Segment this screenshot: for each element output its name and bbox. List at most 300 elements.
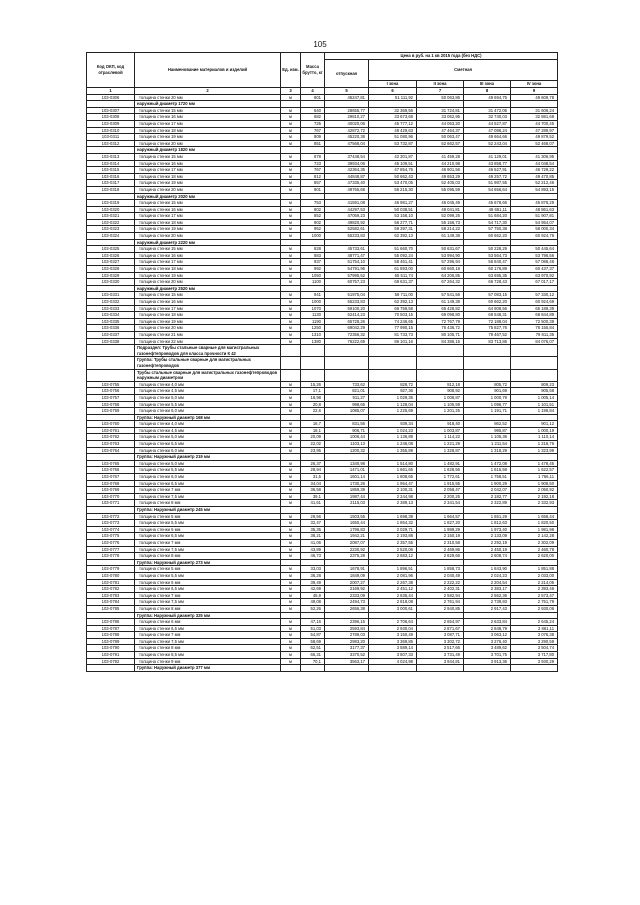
header-code: Код ОКП, код отраслевой: [87, 53, 135, 88]
row-price-zone-3: 1 900,29: [464, 480, 511, 487]
row-price-zone-2: 2 871,67: [417, 625, 464, 632]
column-index: 5: [325, 88, 369, 95]
row-price-zone-4: 1 908,50: [511, 480, 558, 487]
row-code: 103-0778: [87, 553, 135, 560]
table-row: [87, 226, 558, 233]
row-name: толщина стенки 6,5 мм: [135, 480, 281, 487]
row-price-zone-4: 1 323,99: [511, 447, 558, 454]
header-zone: III зона: [464, 81, 511, 88]
row-price-zone-1: 47 854,76: [369, 167, 417, 174]
row-price-zone-4: [511, 414, 558, 421]
row-name: толщина стенки 7 мм: [135, 632, 281, 639]
row-price-otpusk: 2333,09: [325, 592, 369, 599]
row-price-zone-4: 2 393,46: [511, 586, 558, 593]
row-mass: 54,87: [301, 632, 325, 639]
row-code: [87, 612, 135, 619]
row-price-zone-3: 60 662,20: [464, 299, 511, 306]
row-price-zone-3: [464, 369, 511, 381]
row-price-zone-3: 63 695,35: [464, 272, 511, 279]
row-price-zone-4: 2 751,79: [511, 599, 558, 606]
row-price-zone-4: 84 076,07: [511, 338, 558, 345]
table-row: [87, 513, 558, 520]
row-price-zone-3: 2 024,23: [464, 572, 511, 579]
row-price-zone-4: 1 820,50: [511, 520, 558, 527]
row-mass: 23,95: [301, 447, 325, 454]
row-price-zone-2: 61 149,38: [417, 299, 464, 306]
row-unit: м: [281, 338, 301, 345]
row-price-zone-2: [417, 357, 464, 369]
table-row: [87, 388, 558, 395]
row-price-zone-2: 1 827,20: [417, 520, 464, 527]
row-code: 103-0328: [87, 266, 135, 273]
row-name: толщина стенки 19 мм: [135, 272, 281, 279]
row-mass: [301, 101, 325, 108]
row-price-zone-4: 60 924,69: [511, 299, 558, 306]
row-price-zone-2: 2 761,94: [417, 599, 464, 606]
row-unit: м: [281, 658, 301, 665]
row-mass: [301, 357, 325, 369]
row-price-zone-4: 67 017,17: [511, 279, 558, 286]
row-unit: м: [281, 619, 301, 626]
table-row: [87, 566, 558, 573]
row-price-zone-1: 33 673,68: [369, 114, 417, 121]
row-mass: 47,16: [301, 619, 325, 626]
row-price-zone-3: 1 472,08: [464, 460, 511, 467]
section-heading: наружный диаметр 2220 мм: [135, 239, 281, 246]
row-name: толщина стенки 19 мм: [135, 318, 281, 325]
row-mass: 18,1: [301, 427, 325, 434]
row-price-otpusk: [325, 454, 369, 461]
row-price-zone-2: 57 296,94: [417, 259, 464, 266]
header-zone: II зона: [417, 81, 464, 88]
row-price-zone-4: 809,23: [511, 381, 558, 388]
row-name: толщина стенки 16 мм: [135, 252, 281, 259]
row-price-zone-4: 2 033,00: [511, 572, 558, 579]
row-name: толщина стенки 17 мм: [135, 213, 281, 220]
table-row: [87, 493, 558, 500]
row-mass: 51,03: [301, 625, 325, 632]
row-name: толщина стенки 18 мм: [135, 312, 281, 319]
row-price-zone-3: 1 758,51: [464, 474, 511, 481]
row-unit: м: [281, 219, 301, 226]
row-price-otpusk: 55233,83: [325, 299, 369, 306]
row-mass: [301, 239, 325, 246]
row-mass: [301, 147, 325, 154]
row-mass: 1050: [301, 272, 325, 279]
row-price-otpusk: 3177,37: [325, 645, 369, 652]
row-price-zone-4: 54 893,15: [511, 186, 558, 193]
row-unit: м: [281, 427, 301, 434]
table-row: [87, 408, 558, 415]
row-unit: м: [281, 94, 301, 101]
row-mass: 42,69: [301, 586, 325, 593]
row-price-zone-1: 51 111,92: [369, 94, 417, 101]
row-code: [87, 345, 135, 357]
row-unit: м: [281, 546, 301, 553]
row-price-zone-3: 2 633,84: [464, 619, 511, 626]
row-name: толщина стенки 18 мм: [135, 173, 281, 180]
table-row: [87, 645, 558, 652]
row-code: 103-0781: [87, 579, 135, 586]
row-price-otpusk: 1340,98: [325, 460, 369, 467]
row-price-otpusk: [325, 285, 369, 292]
row-price-zone-4: 1 622,57: [511, 467, 558, 474]
row-price-otpusk: 2494,73: [325, 599, 369, 606]
row-code: 103-0312: [87, 140, 135, 147]
row-price-zone-3: 79 467,52: [464, 331, 511, 338]
row-name: толщина стенки 5,5 мм: [135, 572, 281, 579]
row-price-zone-3: 1 105,36: [464, 434, 511, 441]
row-price-otpusk: 1650,44: [325, 520, 369, 527]
row-price-zone-3: 901,69: [464, 388, 511, 395]
row-unit: м: [281, 114, 301, 121]
row-unit: м: [281, 318, 301, 325]
row-price-otpusk: 2396,15: [325, 619, 369, 626]
row-price-zone-2: 31 724,81: [417, 107, 464, 114]
row-price-zone-2: 1 003,87: [417, 427, 464, 434]
table-row: [87, 394, 558, 401]
table-row: [87, 421, 558, 428]
row-unit: м: [281, 493, 301, 500]
row-code: 103-0787: [87, 625, 135, 632]
row-price-zone-2: 47 464,37: [417, 127, 464, 134]
row-price-zone-3: 49 257,72: [464, 173, 511, 180]
row-price-zone-1: 68 631,37: [369, 279, 417, 286]
row-mass: 682: [301, 114, 325, 121]
row-price-zone-3: 31 472,06: [464, 107, 511, 114]
row-price-zone-4: [511, 665, 558, 672]
row-unit: [281, 101, 301, 108]
row-price-zone-2: [417, 285, 464, 292]
row-price-zone-2: [417, 414, 464, 421]
row-mass: [301, 507, 325, 514]
column-index: 1: [87, 88, 135, 95]
row-price-zone-4: 65 189,39: [511, 305, 558, 312]
row-price-zone-1: 2 081,96: [369, 572, 417, 579]
row-code: 103-0779: [87, 566, 135, 573]
row-code: 103-0786: [87, 619, 135, 626]
row-name: толщина стенки 5 мм: [135, 513, 281, 520]
row-code: 103-0775: [87, 533, 135, 540]
table-row: [87, 619, 558, 626]
row-price-zone-3: 60 176,89: [464, 266, 511, 273]
row-price-otpusk: [325, 414, 369, 421]
row-price-zone-4: 2 214,05: [511, 579, 558, 586]
table-row: [87, 134, 558, 141]
row-price-otpusk: 2230,92: [325, 546, 369, 553]
row-price-zone-4: 51 907,81: [511, 213, 558, 220]
table-row: [87, 447, 558, 454]
row-price-otpusk: 60757,23: [325, 279, 369, 286]
row-price-zone-2: 2 222,22: [417, 579, 464, 586]
row-price-zone-1: 1 954,47: [369, 480, 417, 487]
table-row: [87, 318, 558, 325]
row-price-zone-2: 69 098,80: [417, 312, 464, 319]
row-price-zone-1: 61 893,00: [369, 266, 417, 273]
row-price-zone-1: 56 215,30: [369, 186, 417, 193]
row-price-zone-3: 48 651,11: [464, 206, 511, 213]
row-price-otpusk: 37448,54: [325, 153, 369, 160]
row-code: [87, 454, 135, 461]
row-price-otpusk: 1200,32: [325, 447, 369, 454]
row-mass: [301, 612, 325, 619]
row-name: толщина стенки 7,5 мм: [135, 638, 281, 645]
header-smetnaya: Сметная: [369, 59, 558, 81]
row-price-zone-4: 905,58: [511, 388, 558, 395]
row-price-zone-4: 41 306,95: [511, 153, 558, 160]
row-price-otpusk: 2789,03: [325, 632, 369, 639]
price-table-container: [86, 52, 557, 672]
header-mass: Масса брутто, кг: [301, 53, 325, 88]
row-price-zone-1: 1 136,89: [369, 434, 417, 441]
row-code: 103-0757: [87, 394, 135, 401]
row-price-otpusk: 906,71: [325, 427, 369, 434]
row-price-zone-1: 53 732,87: [369, 140, 417, 147]
row-code: [87, 414, 135, 421]
section-heading: Группа: Наружный диаметр 219 мм: [135, 454, 281, 461]
table-row: [87, 167, 558, 174]
row-code: 103-0788: [87, 632, 135, 639]
row-code: 103-0776: [87, 539, 135, 546]
row-price-zone-1: [369, 454, 417, 461]
row-unit: м: [281, 447, 301, 454]
row-price-otpusk: 3370,52: [325, 652, 369, 659]
row-name: толщина стенки 5,5 мм: [135, 520, 281, 527]
row-price-zone-2: 3 731,49: [417, 652, 464, 659]
table-row: [87, 553, 558, 560]
row-name: толщина стенки 16 мм: [135, 114, 281, 121]
row-price-otpusk: 65728,26: [325, 318, 369, 325]
row-price-zone-3: 60 662,20: [464, 233, 511, 240]
row-code: 103-0314: [87, 160, 135, 167]
row-code: [87, 193, 135, 200]
row-unit: м: [281, 500, 301, 507]
row-code: 103-0318: [87, 186, 135, 193]
row-unit: м: [281, 526, 301, 533]
row-price-zone-4: [511, 357, 558, 369]
row-price-zone-1: 50 662,43: [369, 173, 417, 180]
row-unit: м: [281, 160, 301, 167]
row-mass: [301, 193, 325, 200]
header-unit: Ед. изм.: [281, 53, 301, 88]
row-mass: 36,58: [301, 487, 325, 494]
row-price-otpusk: 1796,83: [325, 526, 369, 533]
row-price-otpusk: 2656,38: [325, 605, 369, 612]
table-row: [87, 140, 558, 147]
row-price-zone-1: 58 461,41: [369, 259, 417, 266]
row-price-zone-3: 52 243,04: [464, 140, 511, 147]
row-price-zone-1: 2 389,13: [369, 500, 417, 507]
row-name: толщина стенки 15 мм: [135, 200, 281, 207]
row-mass: [301, 285, 325, 292]
row-unit: [281, 559, 301, 566]
row-code: 103-0324: [87, 233, 135, 240]
table-row: [87, 480, 558, 487]
row-price-otpusk: 45220,38: [325, 134, 369, 141]
row-price-zone-1: 2 683,12: [369, 553, 417, 560]
row-price-zone-4: 72 500,39: [511, 318, 558, 325]
row-price-zone-4: 2 620,00: [511, 553, 558, 560]
row-price-zone-1: 45 109,51: [369, 160, 417, 167]
row-unit: м: [281, 520, 301, 527]
row-price-otpusk: 54791,96: [325, 266, 369, 273]
row-code: 103-0319: [87, 200, 135, 207]
row-price-zone-2: 2 200,25: [417, 493, 464, 500]
row-code: 103-0764: [87, 447, 135, 454]
row-name: толщина стенки 18 мм: [135, 266, 281, 273]
row-price-zone-4: 3 717,80: [511, 652, 558, 659]
row-price-zone-3: 3 063,12: [464, 632, 511, 639]
row-unit: м: [281, 279, 301, 286]
row-mass: 812: [301, 173, 325, 180]
row-price-zone-2: 55 095,59: [417, 186, 464, 193]
row-price-zone-4: 52 212,46: [511, 180, 558, 187]
row-price-otpusk: 42872,72: [325, 127, 369, 134]
row-price-zone-4: 53 796,56: [511, 252, 558, 259]
row-price-zone-3: [464, 147, 511, 154]
table-row: [87, 467, 558, 474]
section-heading: Группа: Наружный диаметр 377 мм: [135, 665, 281, 672]
row-price-zone-2: [417, 101, 464, 108]
row-mass: 1130: [301, 312, 325, 319]
row-price-zone-2: 2 654,97: [417, 619, 464, 626]
row-mass: 49,08: [301, 599, 325, 606]
table-row: [87, 299, 558, 306]
row-code: 103-0756: [87, 388, 135, 395]
row-price-zone-3: 54 656,64: [464, 186, 511, 193]
row-name: толщина стенки 18 мм: [135, 127, 281, 134]
row-code: 103-0329: [87, 272, 135, 279]
row-mass: 29,56: [301, 513, 325, 520]
row-price-zone-3: 83 713,86: [464, 338, 511, 345]
row-name: толщина стенки 7 мм: [135, 592, 281, 599]
row-mass: 22,6: [301, 408, 325, 415]
row-price-zone-3: [464, 454, 511, 461]
row-price-zone-3: [464, 101, 511, 108]
row-price-zone-1: 1 808,65: [369, 474, 417, 481]
row-price-zone-1: 1 128,04: [369, 401, 417, 408]
row-price-zone-1: 939,34: [369, 421, 417, 428]
row-unit: [281, 507, 301, 514]
row-unit: м: [281, 467, 301, 474]
row-code: 103-0763: [87, 441, 135, 448]
row-mass: 22,02: [301, 441, 325, 448]
row-price-otpusk: [325, 239, 369, 246]
row-price-zone-1: 48 429,63: [369, 127, 417, 134]
row-price-zone-4: 46 729,22: [511, 167, 558, 174]
row-price-zone-2: 53 994,90: [417, 252, 464, 259]
row-price-zone-1: [369, 101, 417, 108]
row-unit: м: [281, 331, 301, 338]
row-code: 103-0789: [87, 638, 135, 645]
row-price-zone-4: 52 468,07: [511, 140, 558, 147]
row-price-otpusk: 55233,83: [325, 233, 369, 240]
header-price-title: Цена в руб. на 1 кв 2015 года (без НДС): [325, 53, 558, 60]
row-price-otpusk: 49820,92: [325, 219, 369, 226]
row-price-zone-3: 57 750,38: [464, 226, 511, 233]
table-row: [87, 127, 558, 134]
row-price-zone-4: 1 851,88: [511, 566, 558, 573]
row-price-otpusk: 47059,23: [325, 213, 369, 220]
row-price-zone-4: 2 302,09: [511, 539, 558, 546]
row-price-otpusk: 1103,13: [325, 441, 369, 448]
row-price-zone-4: 44 700,45: [511, 120, 558, 127]
row-mass: 1000: [301, 233, 325, 240]
row-price-otpusk: 40020,06: [325, 120, 369, 127]
row-unit: [281, 285, 301, 292]
row-price-zone-3: 72 188,04: [464, 318, 511, 325]
row-price-otpusk: 1503,55: [325, 513, 369, 520]
row-unit: м: [281, 233, 301, 240]
row-code: 103-0773: [87, 520, 135, 527]
table-row: [87, 507, 558, 514]
row-price-zone-1: [369, 414, 417, 421]
row-price-zone-3: 1 812,63: [464, 520, 511, 527]
row-price-zone-3: [464, 357, 511, 369]
row-mass: 857: [301, 180, 325, 187]
row-code: 103-0326: [87, 252, 135, 259]
row-price-zone-4: [511, 559, 558, 566]
row-price-zone-3: 56 840,47: [464, 259, 511, 266]
row-code: 103-0311: [87, 134, 135, 141]
table-row: [87, 193, 558, 200]
row-code: 103-0762: [87, 434, 135, 441]
row-price-zone-2: 72 767,79: [417, 318, 464, 325]
row-code: 103-0316: [87, 173, 135, 180]
row-price-zone-1: 2 357,55: [369, 539, 417, 546]
row-name: толщина стенки 16 мм: [135, 206, 281, 213]
row-unit: м: [281, 186, 301, 193]
row-price-otpusk: 3563,17: [325, 658, 369, 665]
row-price-otpusk: 911,27: [325, 394, 369, 401]
row-price-zone-3: 2 848,79: [464, 625, 511, 632]
row-mass: 35,35: [301, 526, 325, 533]
row-mass: 767: [301, 167, 325, 174]
row-price-otpusk: 42364,35: [325, 167, 369, 174]
row-price-zone-4: 68 844,89: [511, 312, 558, 319]
row-price-zone-1: 81 733,73: [369, 331, 417, 338]
row-code: [87, 239, 135, 246]
row-price-otpusk: 51754,10: [325, 259, 369, 266]
row-mass: 901: [301, 186, 325, 193]
row-name: толщина стенки 5,5 мм: [135, 401, 281, 408]
row-price-zone-4: 47 289,97: [511, 127, 558, 134]
row-price-zone-4: 54 954,07: [511, 219, 558, 226]
price-table: [86, 52, 558, 672]
row-price-zone-1: 77 990,15: [369, 325, 417, 332]
row-price-otpusk: 2983,20: [325, 638, 369, 645]
row-price-zone-1: 1 246,08: [369, 441, 417, 448]
row-name: толщина стенки 6 мм: [135, 526, 281, 533]
row-price-zone-1: 56 277,71: [369, 219, 417, 226]
row-price-zone-4: 3 076,38: [511, 632, 558, 639]
row-price-zone-1: 53 470,05: [369, 180, 417, 187]
row-name: толщина стенки 17 мм: [135, 305, 281, 312]
row-unit: м: [281, 127, 301, 134]
row-code: 103-0760: [87, 421, 135, 428]
row-price-zone-4: 2 645,24: [511, 619, 558, 626]
row-price-zone-4: [511, 507, 558, 514]
row-name: толщина стенки 19 мм: [135, 226, 281, 233]
row-price-zone-2: 50 063,47: [417, 134, 464, 141]
row-price-zone-4: 1 478,45: [511, 460, 558, 467]
row-price-zone-4: 1 766,11: [511, 474, 558, 481]
row-price-zone-2: 2 058,47: [417, 487, 464, 494]
table-row: [87, 546, 558, 553]
row-price-zone-1: 4 024,98: [369, 658, 417, 665]
row-unit: м: [281, 460, 301, 467]
row-name: толщина стенки 5,0 мм: [135, 434, 281, 441]
